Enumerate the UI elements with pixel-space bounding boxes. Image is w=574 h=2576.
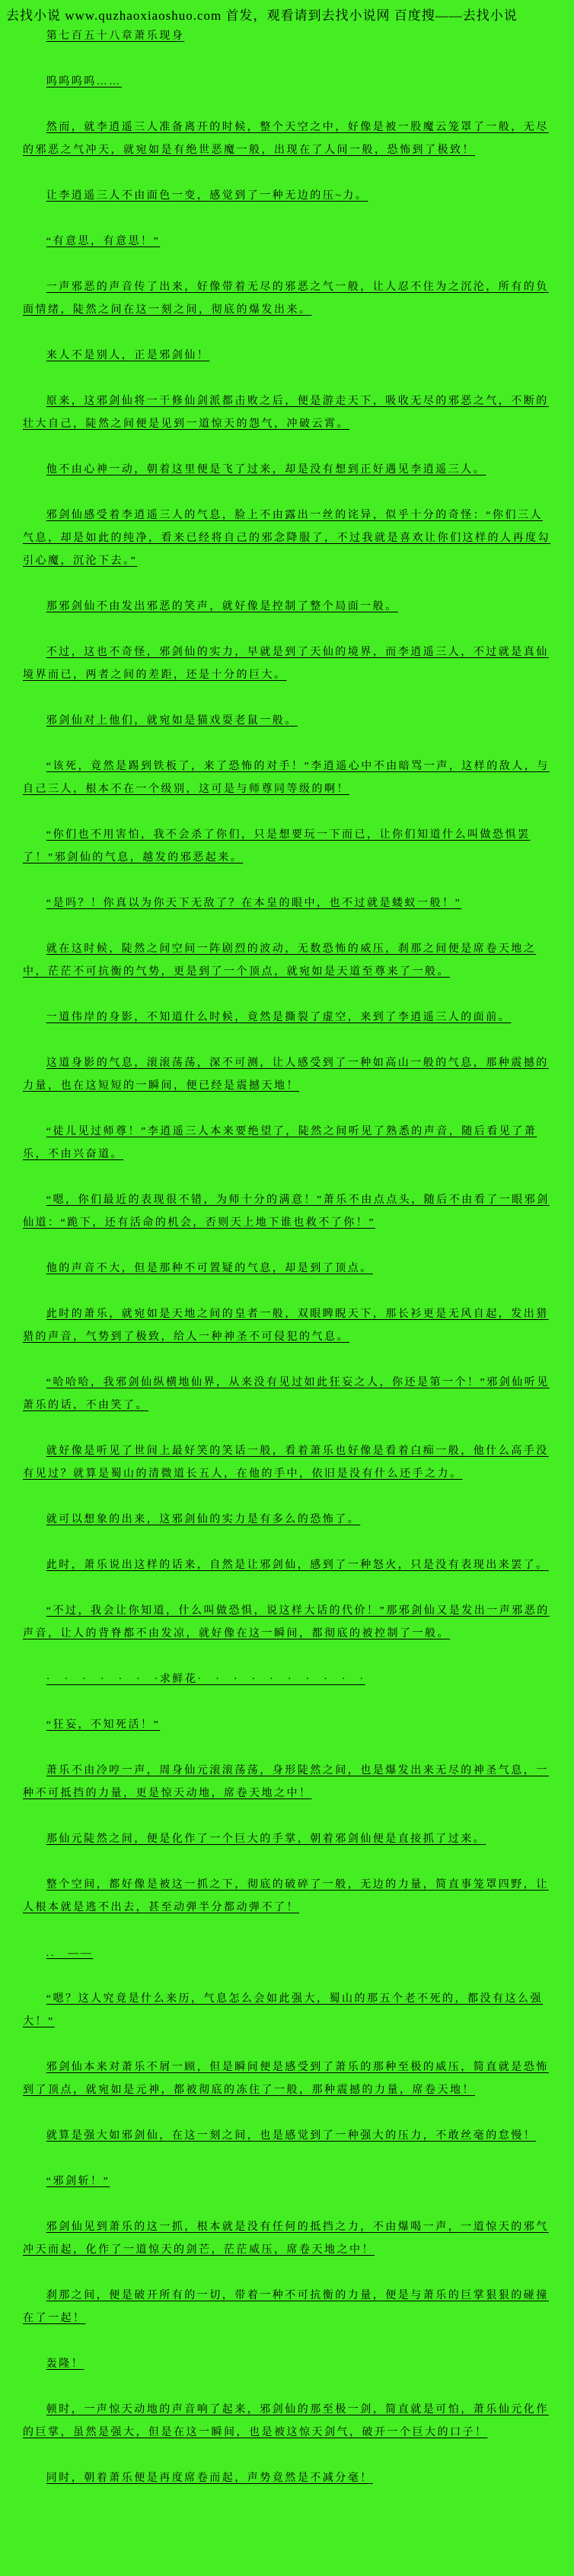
novel-paragraph: 此时，萧乐说出这样的话来，自然是让邪剑仙，感到了一种怒火，只是没有表现出来罢了。 (46, 1560, 549, 1571)
novel-paragraph: 就好像是听见了世间上最好笑的笑话一般，看着萧乐也好像是看着白痴一般，他什么高手没有见过？就算是蜀山的清微道长五人，在他的手中，依旧是没有什么还手之力。 (23, 1445, 549, 1480)
novel-paragraph: 一声邪恶的声音传了出来，好像带着无尽的邪恶之气一般，让人忍不住为之沉沦，所有的负面情绪，陡然之间在这一刻之间，彻底的爆发出来。 (23, 281, 549, 316)
novel-paragraph: “徒儿见过师尊！”李逍遥三人本来要绝望了，陡然之间听见了熟悉的声音，随后看见了萧乐，不由兴奋道。 (23, 1126, 537, 1160)
novel-paragraph: 呜呜呜呜…… (46, 76, 122, 87)
novel-paragraph: “狂妄，不知死活！” (46, 1719, 161, 1731)
novel-paragraph: 此时的萧乐，就宛如是天地之间的皇者一般，双眼睥睨天下，那长衫更是无风自起，发出猎猎的声音，气势到了极致，给人一种神圣不可侵犯的气息。 (23, 1309, 549, 1343)
novel-paragraph: 邪剑仙本来对萧乐不屑一顾，但是瞬间便是感受到了萧乐的那种至极的威压，简直就是恐怖到了顶点，就宛如是元神，都被彻底的冻住了一般，那种震撼的力量，席卷天地！ (23, 2062, 549, 2096)
novel-paragraph: 邪剑仙见到萧乐的这一抓，根本就是没有任何的抵挡之力，不由爆喝一声，一道惊天的邪气冲天而起，化作了一道惊天的剑芒，茫茫威压，席卷天地之中！ (23, 2221, 549, 2256)
novel-paragraph: 那仙元陡然之间，便是化作了一个巨大的手掌，朝着邪剑仙便是直接抓了过来。 (46, 1833, 486, 1845)
novel-paragraph: 那邪剑仙不由发出邪恶的笑声，就好像是控制了整个局面一般。 (46, 601, 398, 612)
novel-paragraph: “该死，竟然是踢到铁板了，来了恐怖的对手！”李逍遥心中不由暗骂一声，这样的敌人，与自己三人，根本不在一个级别，这可是与师尊同等级的啊！ (23, 761, 550, 795)
novel-paragraph: 这道身影的气息，滚滚荡荡，深不可测，让人感受到了一种如高山一般的气息，那种震撼的力量，也在这短短的一瞬间，便已经是震撼天地！ (23, 1057, 549, 1092)
novel-paragraph: · · · · · · ·求鲜花· · · · · · · · · · (46, 1674, 365, 1685)
novel-paragraph: 萧乐不由冷哼一声，周身仙元滚滚荡荡，身形陡然之间，也是爆发出来无尽的神圣气息，一种不可抵挡的力量，更是惊天动地，席卷天地之中！ (23, 1765, 549, 1799)
paragraph-list (23, 71, 554, 2490)
novel-paragraph: .. —— (46, 1948, 94, 1959)
novel-paragraph: 就可以想象的出来，这邪剑仙的实力是有多么的恐怖了。 (46, 1514, 361, 1525)
novel-paragraph: 不过，这也不奇怪，邪剑仙的实力，早就是到了天仙的境界，而李逍遥三人，不过就是真仙境界而已，两者之间的差距，还是十分的巨大。 (23, 647, 549, 681)
novel-paragraph: “邪剑斩！” (46, 2176, 110, 2187)
novel-paragraph: 就在这时候，陡然之间空间一阵剧烈的波动，无数恐怖的威压，刹那之间便是席卷天地之中，茫茫不可抗衡的气势，更是到了一个顶点，就宛如是天道至尊来了一般。 (23, 943, 537, 978)
novel-paragraph: 他的声音不大，但是那种不可置疑的气息，却是到了顶点。 (46, 1263, 373, 1274)
novel-paragraph: 让李逍遥三人不由面色一变，感觉到了一种无边的压~力。 (46, 190, 368, 202)
chapter-content (0, 25, 574, 2536)
novel-paragraph: “不过，我会让你知道，什么叫做恐惧，说这样大话的代价！”那邪剑仙又是发出一声邪恶的声音，让人的背脊都不由发凉，就好像在这一瞬间，都彻底的被控制了一般。 (23, 1605, 550, 1639)
novel-paragraph: 然而，就李逍遥三人准备离开的时候，整个天空之中，好像是被一股魔云笼罩了一般，无尽的邪恶之气冲天，就宛如是有绝世恶魔一般，出现在了人间一般，恐怖到了极致！ (23, 122, 549, 156)
novel-paragraph: 他不由心神一动，朝着这里便是飞了过来，却是没有想到正好遇见李逍遥三人。 (46, 464, 486, 475)
novel-paragraph: 来人不是别人，正是邪剑仙！ (46, 350, 210, 361)
novel-paragraph: 刹那之间，便是破开所有的一切，带着一种不可抗衡的力量，便是与萧乐的巨掌狠狠的碰撞在了一起！ (23, 2290, 549, 2324)
novel-paragraph: 顿时，一声惊天动地的声音响了起来，邪剑仙的那至极一剑，简直就是可怕，萧乐仙元化作的巨掌，虽然是强大，但是在这一瞬间，也是被这惊天剑气，破开一个巨大的口子！ (23, 2404, 549, 2438)
site-promo-banner: 去找小说 www.quzhaoxiaoshuo.com 首发，观看请到去找小说网 百度搜——去找小说 (6, 8, 518, 23)
novel-paragraph: 邪剑仙对上他们，就宛如是猫戏耍老鼠一般。 (46, 715, 298, 727)
novel-paragraph: “嗯？这人究竟是什么来历，气息怎么会如此强大，蜀山的那五个老不死的，都没有这么强大！” (23, 1993, 544, 2027)
novel-paragraph: 同时，朝着萧乐便是再度席卷而起，声势竟然是不减分毫！ (46, 2473, 373, 2484)
novel-paragraph: “嗯，你们最近的表现很不错，为师十分的满意！”萧乐不由点点头，随后不由看了一眼邪剑仙道：“跪下，还有活命的机会，否则天上地下谁也救不了你！” (23, 1194, 550, 1229)
novel-paragraph: 轰隆！ (46, 2358, 85, 2370)
novel-paragraph: “哈哈哈，我邪剑仙纵横地仙界，从来没有见过如此狂妄之人，你还是第一个！”邪剑仙听见萧乐的话，不由笑了。 (23, 1377, 550, 1411)
novel-paragraph: 一道伟岸的身影，不知道什么时候，竟然是撕裂了虚空，来到了李逍遥三人的面前。 (46, 1012, 512, 1023)
novel-paragraph: 整个空间，都好像是被这一抓之下，彻底的破碎了一般，无边的力量，简直事笼罩四野，让人根本就是逃不出去，甚至动弹半分都动弹不了！ (23, 1879, 549, 1913)
novel-paragraph: “是吗？！你真以为你天下无敌了？在本皇的眼中，也不过就是蝼蚁一般！” (46, 898, 462, 909)
novel-paragraph: 邪剑仙感受着李逍遥三人的气息，脸上不由露出一丝的诧异，似乎十分的奇怪：“你们三人气息，却是如此的纯净，看来已经将自己的邪念降服了，不过我就是喜欢让你们这样的人再度勾引心魔，沉沦下去。” (23, 510, 550, 567)
novel-paragraph: 就算是强大如邪剑仙，在这一刻之间，也是感觉到了一种强大的压力，不敢丝毫的怠慢！ (46, 2130, 537, 2142)
novel-paragraph: 原来，这邪剑仙将一干修仙剑派都击败之后，便是游走天下，吸收无尽的邪恶之气，不断的壮大自己，陡然之间便是见到一道惊天的怨气，冲破云霄。 (23, 396, 549, 430)
novel-paragraph: “有意思，有意思！” (46, 236, 161, 247)
chapter-title: 第七百五十八章萧乐现身 (46, 30, 185, 42)
novel-paragraph: “你们也不用害怕，我不会杀了你们，只是想要玩一下而已，让你们知道什么叫做恐惧罢了！”邪剑仙的气息，越发的邪恶起来。 (23, 829, 531, 863)
